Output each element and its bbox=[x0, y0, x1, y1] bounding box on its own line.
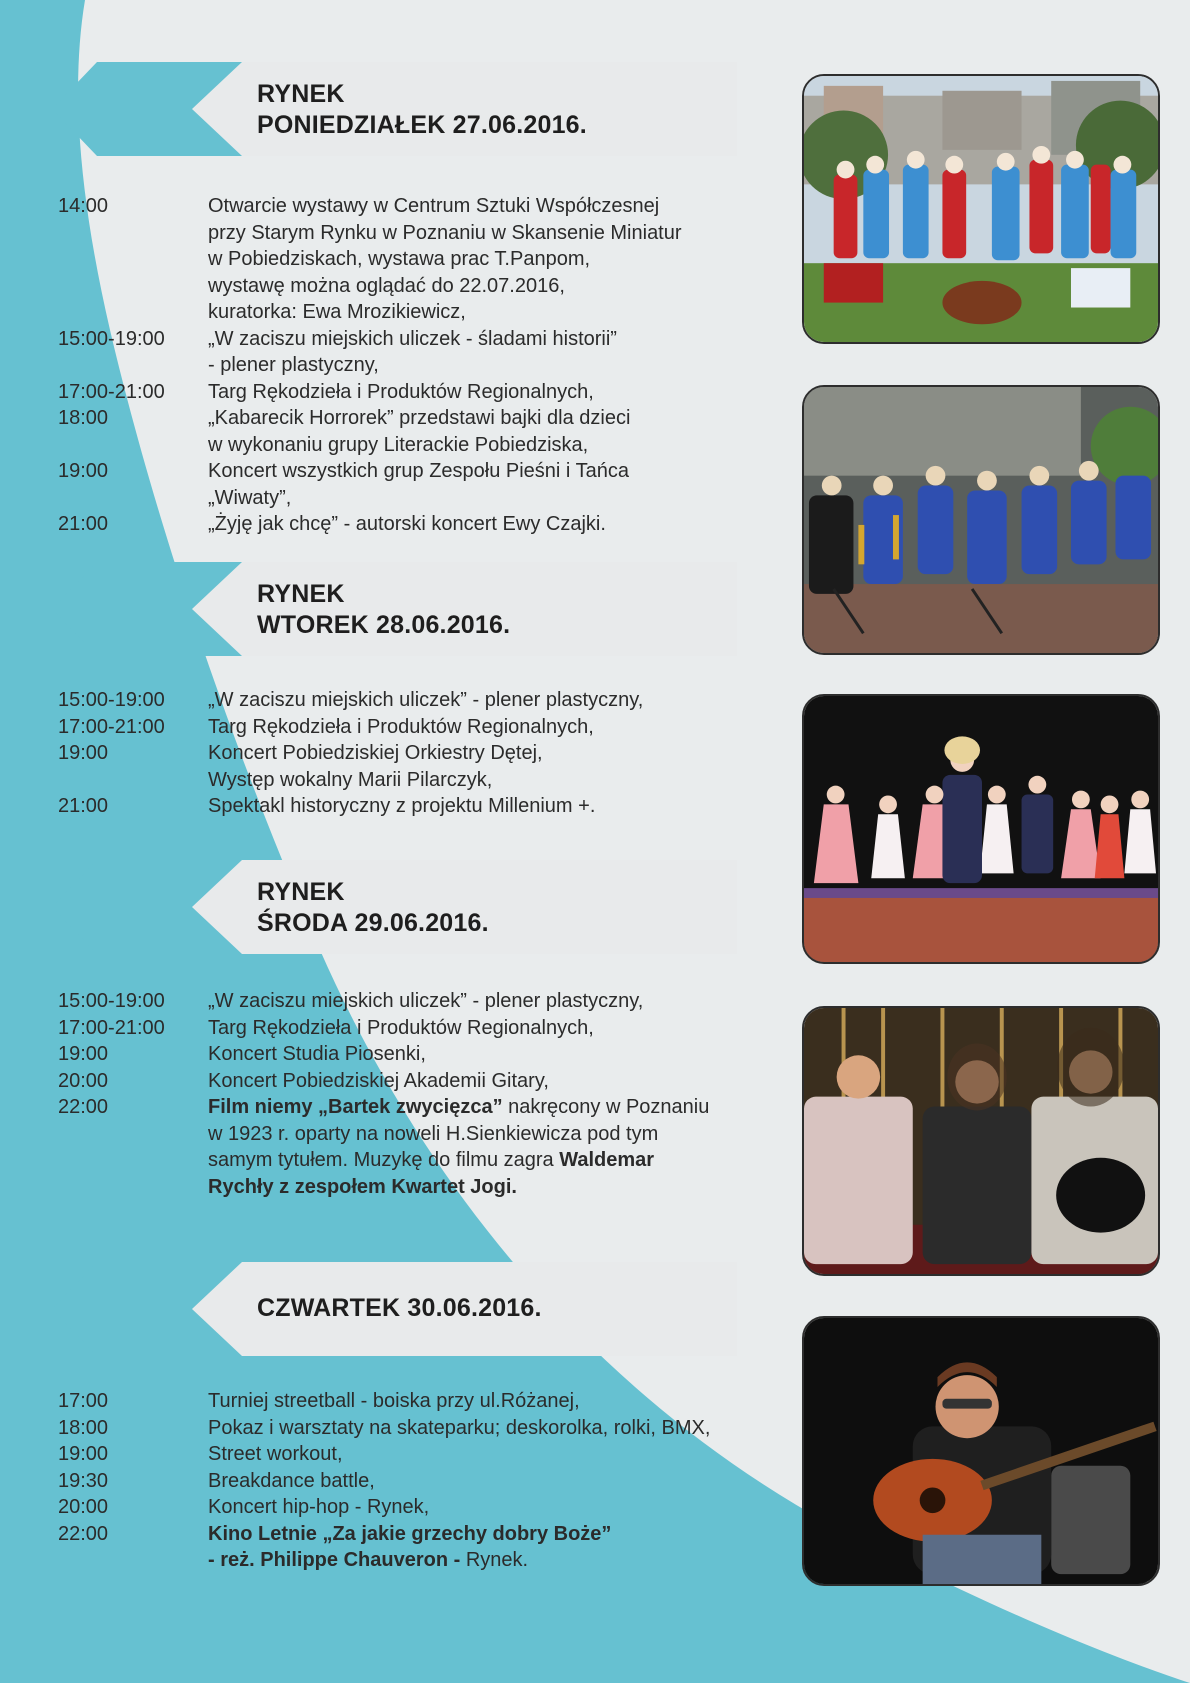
event-description bbox=[208, 220, 758, 247]
event-time: 21:00 bbox=[58, 513, 109, 535]
event-time: 19:30 bbox=[58, 1469, 109, 1492]
event-text: Koncert hip-hop - Rynek, bbox=[208, 1496, 430, 1518]
event-row bbox=[58, 687, 758, 714]
event-row-continued bbox=[58, 246, 758, 273]
event-text: Otwarcie wystawy w Centrum Sztuki Współczesnej bbox=[208, 195, 660, 217]
event-time: 19:00 bbox=[58, 1043, 109, 1065]
event-text: „W zaciszu miejskich uliczek” - plener plastyczny, bbox=[208, 689, 644, 711]
event-time: 15:00-19:00 bbox=[58, 990, 165, 1012]
event-time: 20:00 bbox=[58, 1069, 109, 1092]
event-time bbox=[58, 1174, 208, 1201]
event-text-bold: Kino Letnie „Za jakie grzechy dobry Boże” bbox=[208, 1522, 612, 1545]
event-description bbox=[208, 432, 758, 459]
event-row-continued bbox=[58, 299, 758, 326]
event-description bbox=[208, 405, 758, 432]
event-time: 14:00 bbox=[58, 195, 109, 217]
event-description bbox=[208, 246, 758, 273]
event-text: Koncert Pobiedziskiej Orkiestry Dętej, bbox=[208, 742, 543, 764]
event-time: 22:00 bbox=[58, 1096, 109, 1118]
event-time bbox=[58, 246, 208, 273]
event-description bbox=[208, 1174, 758, 1201]
event-row-continued bbox=[58, 352, 758, 379]
event-time: 19:00 bbox=[58, 460, 109, 482]
event-text-bold: Rychły z zespołem Kwartet Jogi. bbox=[208, 1175, 517, 1198]
event-row bbox=[58, 1415, 758, 1442]
event-text: „W zaciszu miejskich uliczek” - plener plastyczny, bbox=[208, 990, 644, 1012]
event-row bbox=[58, 988, 758, 1015]
event-time: 15:00-19:00 bbox=[58, 327, 165, 350]
event-row-continued bbox=[58, 1547, 758, 1574]
event-row bbox=[58, 326, 758, 353]
event-text: Koncert wszystkich grup Zespołu Pieśni i Tańca bbox=[208, 460, 629, 482]
event-time: 15:00-19:00 bbox=[58, 689, 165, 711]
event-time: 19:00 bbox=[58, 1443, 109, 1465]
event-description bbox=[208, 1441, 758, 1468]
event-row bbox=[58, 714, 758, 741]
event-text-bold: Film niemy „Bartek zwycięzca” bbox=[208, 1096, 503, 1118]
event-row bbox=[58, 1494, 758, 1521]
event-row-continued bbox=[58, 220, 758, 247]
schedule-tuesday bbox=[58, 687, 758, 820]
event-text: kuratorka: Ewa Mrozikiewicz, bbox=[208, 301, 466, 323]
event-row-continued bbox=[58, 1174, 758, 1201]
event-text: w 1923 r. oparty na noweli H.Sienkiewicza pod tym bbox=[208, 1122, 659, 1145]
event-row bbox=[58, 1041, 758, 1068]
event-row bbox=[58, 793, 758, 820]
event-description bbox=[208, 1015, 758, 1042]
event-text: Rynek. bbox=[460, 1549, 529, 1571]
event-row-continued bbox=[58, 767, 758, 794]
event-text: Koncert Pobiedziskiej Akademii Gitary, bbox=[208, 1069, 549, 1092]
event-time: 22:00 bbox=[58, 1522, 109, 1545]
event-text: Koncert Studia Piosenki, bbox=[208, 1043, 426, 1065]
event-row-continued bbox=[58, 432, 758, 459]
event-text: Występ wokalny Marii Pilarczyk, bbox=[208, 768, 493, 791]
event-row bbox=[58, 379, 758, 406]
event-text: samym tytułem. Muzykę do filmu zagra bbox=[208, 1149, 560, 1171]
day-place: RYNEK bbox=[257, 580, 345, 608]
day-banner-tuesday bbox=[52, 562, 737, 656]
photo-folk-ensemble bbox=[802, 74, 1160, 344]
event-row-continued bbox=[58, 485, 758, 512]
event-text: „W zaciszu miejskich uliczek - śladami historii” bbox=[208, 327, 617, 350]
event-row bbox=[58, 1441, 758, 1468]
day-date: PONIEDZIAŁEK 27.06.2016. bbox=[257, 111, 587, 139]
event-description bbox=[208, 1068, 758, 1095]
event-row bbox=[58, 511, 758, 538]
event-description bbox=[208, 1094, 758, 1121]
event-time: 17:00 bbox=[58, 1390, 109, 1412]
event-text: wystawę można oglądać do 22.07.2016, bbox=[208, 274, 565, 297]
day-place: RYNEK bbox=[257, 878, 345, 906]
event-row-continued bbox=[58, 1147, 758, 1174]
event-row bbox=[58, 740, 758, 767]
day-date: WTOREK 28.06.2016. bbox=[257, 611, 511, 639]
event-row bbox=[58, 1094, 758, 1121]
day-place: RYNEK bbox=[257, 80, 345, 108]
photo-wind-orchestra bbox=[802, 385, 1160, 655]
event-row bbox=[58, 405, 758, 432]
event-time: 19:00 bbox=[58, 742, 109, 764]
event-description bbox=[208, 485, 758, 512]
event-text: „Żyję jak chcę” - autorski koncert Ewy Czajki. bbox=[208, 513, 606, 535]
event-text: Breakdance battle, bbox=[208, 1469, 375, 1492]
event-text: w wykonaniu grupy Literackie Pobiedziska, bbox=[208, 433, 589, 456]
event-time bbox=[58, 1121, 208, 1148]
event-time bbox=[58, 432, 208, 459]
event-description bbox=[208, 988, 758, 1015]
event-time bbox=[58, 1147, 208, 1174]
event-time: 17:00-21:00 bbox=[58, 715, 165, 738]
event-description bbox=[208, 1415, 758, 1442]
event-text: „Wiwaty”, bbox=[208, 486, 292, 509]
photo-music-trio bbox=[802, 1006, 1160, 1276]
event-time: 20:00 bbox=[58, 1496, 109, 1518]
day-date: ŚRODA 29.06.2016. bbox=[257, 909, 489, 937]
event-description bbox=[208, 458, 758, 485]
event-row-continued bbox=[58, 273, 758, 300]
event-row bbox=[58, 193, 758, 220]
event-description bbox=[208, 740, 758, 767]
event-description bbox=[208, 379, 758, 406]
event-description bbox=[208, 1041, 758, 1068]
event-row bbox=[58, 1468, 758, 1495]
day-date: CZWARTEK 30.06.2016. bbox=[257, 1294, 542, 1322]
event-description bbox=[208, 1547, 758, 1574]
event-description bbox=[208, 687, 758, 714]
schedule-monday bbox=[58, 193, 758, 538]
day-banner-wednesday bbox=[52, 860, 737, 954]
event-time bbox=[58, 220, 208, 247]
photo-guitarist bbox=[802, 1316, 1160, 1586]
event-text: Pokaz i warsztaty na skateparku; deskorolka, rolki, BMX, bbox=[208, 1416, 711, 1439]
event-description bbox=[208, 1388, 758, 1415]
event-row bbox=[58, 1068, 758, 1095]
event-description bbox=[208, 1468, 758, 1495]
event-time bbox=[58, 352, 208, 379]
day-banner-monday bbox=[52, 62, 737, 156]
event-text: Spektakl historyczny z projektu Millenium +. bbox=[208, 795, 596, 817]
event-text: Turniej streetball - boiska przy ul.Różanej, bbox=[208, 1390, 580, 1412]
event-time: 18:00 bbox=[58, 1416, 109, 1439]
schedule-wednesday bbox=[58, 988, 758, 1200]
event-time bbox=[58, 1547, 208, 1574]
day-banner-thursday bbox=[52, 1262, 737, 1356]
event-time bbox=[58, 299, 208, 326]
event-description bbox=[208, 273, 758, 300]
event-description bbox=[208, 793, 758, 820]
event-text: Targ Rękodzieła i Produktów Regionalnych, bbox=[208, 1016, 594, 1039]
event-text-bold: - reż. Philippe Chauveron - bbox=[208, 1549, 461, 1571]
event-text: nakręcony w Poznaniu bbox=[502, 1096, 710, 1118]
event-text: w Pobiedziskach, wystawa prac T.Panpom, bbox=[208, 248, 591, 270]
event-description bbox=[208, 352, 758, 379]
event-text: przy Starym Rynku w Poznaniu w Skansenie Miniatur bbox=[208, 221, 682, 244]
schedule-thursday bbox=[58, 1388, 758, 1574]
event-text: „Kabarecik Horrorek” przedstawi bajki dla dzieci bbox=[208, 407, 631, 429]
event-text: - plener plastyczny, bbox=[208, 354, 379, 376]
event-description bbox=[208, 1147, 758, 1174]
event-row bbox=[58, 1015, 758, 1042]
event-description bbox=[208, 1521, 758, 1548]
event-description bbox=[208, 326, 758, 353]
event-description bbox=[208, 193, 758, 220]
event-description bbox=[208, 714, 758, 741]
event-time bbox=[58, 485, 208, 512]
event-text: Targ Rękodzieła i Produktów Regionalnych, bbox=[208, 715, 594, 738]
event-time: 21:00 bbox=[58, 795, 109, 817]
event-text: Street workout, bbox=[208, 1443, 343, 1465]
event-row bbox=[58, 1388, 758, 1415]
event-text: Targ Rękodzieła i Produktów Regionalnych, bbox=[208, 380, 594, 403]
event-time bbox=[58, 767, 208, 794]
event-time bbox=[58, 273, 208, 300]
event-description bbox=[208, 299, 758, 326]
event-row bbox=[58, 458, 758, 485]
event-time: 18:00 bbox=[58, 407, 109, 429]
event-text-bold: Waldemar bbox=[559, 1149, 655, 1171]
event-description bbox=[208, 1121, 758, 1148]
event-description bbox=[208, 767, 758, 794]
event-row-continued bbox=[58, 1121, 758, 1148]
event-row bbox=[58, 1521, 758, 1548]
event-description bbox=[208, 511, 758, 538]
event-description bbox=[208, 1494, 758, 1521]
event-time: 17:00-21:00 bbox=[58, 1016, 165, 1039]
event-time: 17:00-21:00 bbox=[58, 380, 165, 403]
photo-children-singing bbox=[802, 694, 1160, 964]
